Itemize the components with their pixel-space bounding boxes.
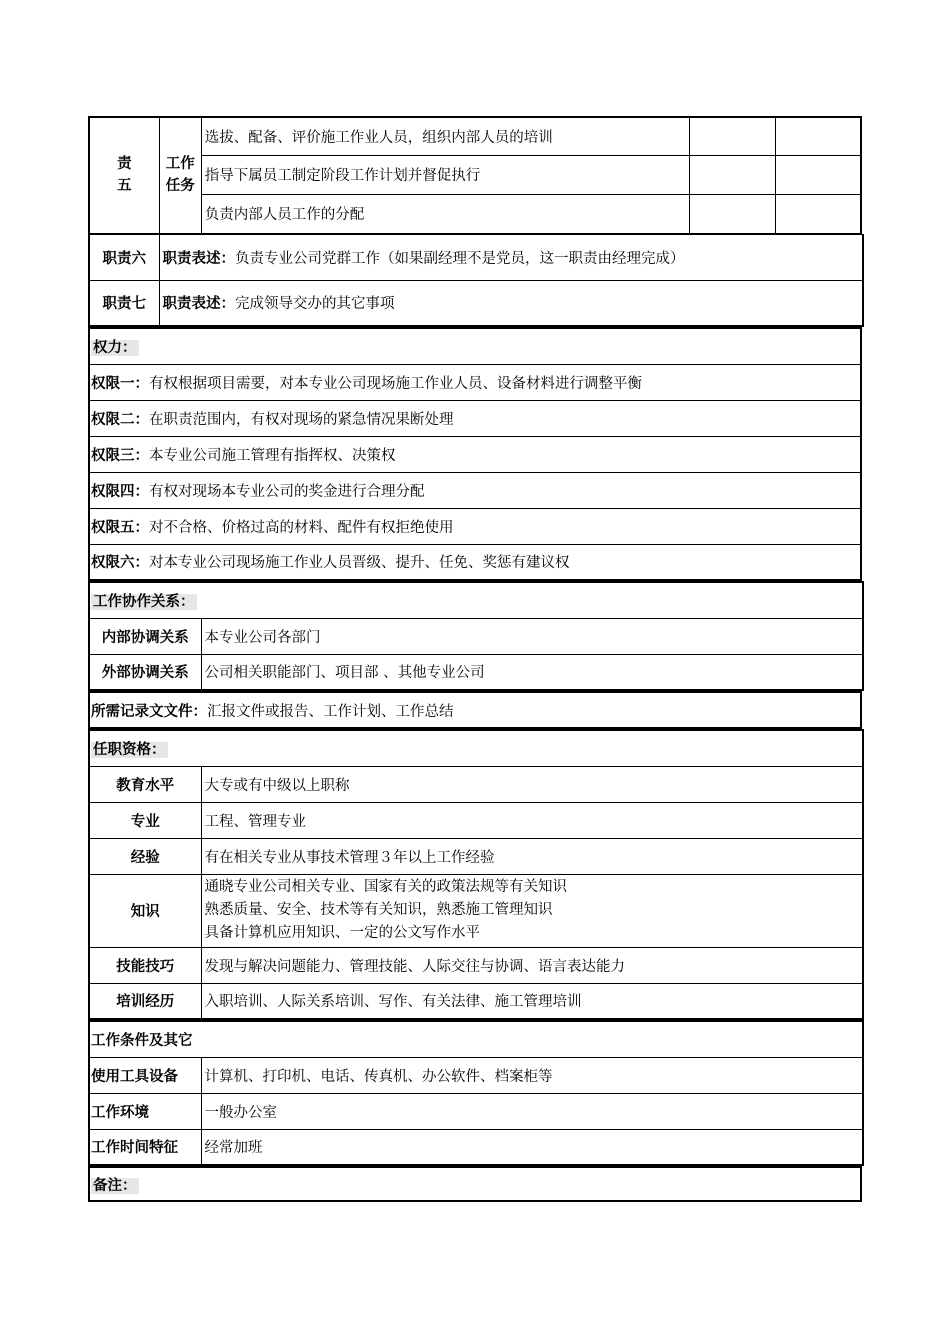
- duty5-table: [88, 116, 862, 234]
- training-value: 入职培训、人际关系培训、写作、有关法律、施工管理培训: [201, 983, 863, 1019]
- authority-item-6: 权限六：对本专业公司现场施工作业人员晋级、提升、任免、奖惩有建议权: [89, 544, 861, 580]
- qualifications-title: 任职资格：: [93, 741, 166, 758]
- duty7-label: 职责七: [89, 280, 159, 326]
- cooperation-title: 工作协作关系：: [93, 593, 195, 610]
- skills-value: 发现与解决问题能力、管理技能、人际交往与协调、语言表达能力: [201, 947, 863, 983]
- duty5-task-2-col5: [776, 155, 861, 194]
- knowledge-line-2: 熟悉质量、安全、技术等有关知识，熟悉施工管理知识: [204, 902, 553, 918]
- cooperation-title-cell: [89, 582, 863, 618]
- duty5-task-3-col4: [690, 194, 776, 233]
- records-label: 所需记录文文件：: [91, 703, 207, 720]
- authority-table: [88, 327, 862, 581]
- tools-label: 使用工具设备: [89, 1057, 201, 1093]
- duty67-table: [88, 234, 864, 328]
- knowledge-value: [201, 874, 863, 947]
- knowledge-label: 知识: [89, 874, 201, 947]
- authority-item-5: 权限五：对不合格、价格过高的材料、配件有权拒绝使用: [89, 508, 861, 544]
- duty7-desc-cell: [159, 280, 863, 326]
- experience-label: 经验: [89, 838, 201, 874]
- major-label: 专业: [89, 802, 201, 838]
- internal-coop-label: 内部协调关系: [89, 618, 201, 654]
- records-value: 汇报文件或报告、工作计划、工作总结: [207, 703, 454, 720]
- duty6-label: 职责六: [89, 234, 159, 280]
- duty5-task-1-col5: [776, 117, 861, 155]
- duty5-task-1: 选拔、配备、评价施工作业人员，组织内部人员的培训: [201, 117, 689, 155]
- conditions-table: [88, 1020, 864, 1166]
- qualifications-table: [88, 729, 864, 1020]
- authority-item-4: 权限四：有权对现场本专业公司的奖金进行合理分配: [89, 472, 861, 508]
- duty7-desc-label: 职责表述：: [162, 296, 235, 313]
- duty5-sublabel: 工作 任务: [159, 117, 201, 233]
- duty6-desc-label: 职责表述：: [162, 250, 235, 267]
- internal-coop-value: 本专业公司各部门: [201, 618, 863, 654]
- environment-label: 工作环境: [89, 1093, 201, 1129]
- remarks-table: [88, 1166, 862, 1202]
- duty5-task-1-col4: [690, 117, 776, 155]
- duty5-task-3-col5: [776, 194, 861, 233]
- duty5-label: 责 五: [89, 117, 159, 233]
- knowledge-line-3: 具备计算机应用知识、一定的公文写作水平: [204, 925, 480, 941]
- duty5-task-3: 负责内部人员工作的分配: [201, 194, 689, 233]
- major-value: 工程、管理专业: [201, 802, 863, 838]
- duty6-desc: 负责专业公司党群工作（如果副经理不是党员，这一职责由经理完成）: [235, 250, 685, 267]
- records-table: [88, 691, 862, 729]
- authority-item-2: 权限二：在职责范围内，有权对现场的紧急情况果断处理: [89, 400, 861, 436]
- duty7-desc: 完成领导交办的其它事项: [235, 296, 395, 313]
- education-value: 大专或有中级以上职称: [201, 766, 863, 802]
- cooperation-table: [88, 581, 864, 691]
- authority-title: 权力：: [93, 339, 137, 356]
- work-time-label: 工作时间特征: [89, 1129, 201, 1165]
- authority-title-cell: [89, 328, 861, 364]
- experience-value: 有在相关专业从事技术管理３年以上工作经验: [201, 838, 863, 874]
- duty5-task-2-col4: [690, 155, 776, 194]
- job-description-page: [88, 116, 862, 1202]
- duty5-task-2: 指导下属员工制定阶段工作计划并督促执行: [201, 155, 689, 194]
- qualifications-title-cell: [89, 730, 863, 766]
- remarks-cell: [89, 1167, 861, 1201]
- remarks-title: 备注：: [93, 1177, 137, 1194]
- knowledge-line-1: 通晓专业公司相关专业、国家有关的政策法规等有关知识: [204, 879, 567, 895]
- duty6-desc-cell: [159, 234, 863, 280]
- records-cell: [89, 692, 861, 728]
- training-label: 培训经历: [89, 983, 201, 1019]
- authority-item-3: 权限三：本专业公司施工管理有指挥权、决策权: [89, 436, 861, 472]
- education-label: 教育水平: [89, 766, 201, 802]
- skills-label: 技能技巧: [89, 947, 201, 983]
- tools-value: 计算机、打印机、电话、传真机、办公软件、档案柜等: [201, 1057, 863, 1093]
- conditions-title: 工作条件及其它: [89, 1021, 863, 1057]
- authority-item-1: 权限一：有权根据项目需要，对本专业公司现场施工作业人员、设备材料进行调整平衡: [89, 364, 861, 400]
- work-time-value: 经常加班: [201, 1129, 863, 1165]
- environment-value: 一般办公室: [201, 1093, 863, 1129]
- external-coop-label: 外部协调关系: [89, 654, 201, 690]
- external-coop-value: 公司相关职能部门、项目部 、其他专业公司: [201, 654, 863, 690]
